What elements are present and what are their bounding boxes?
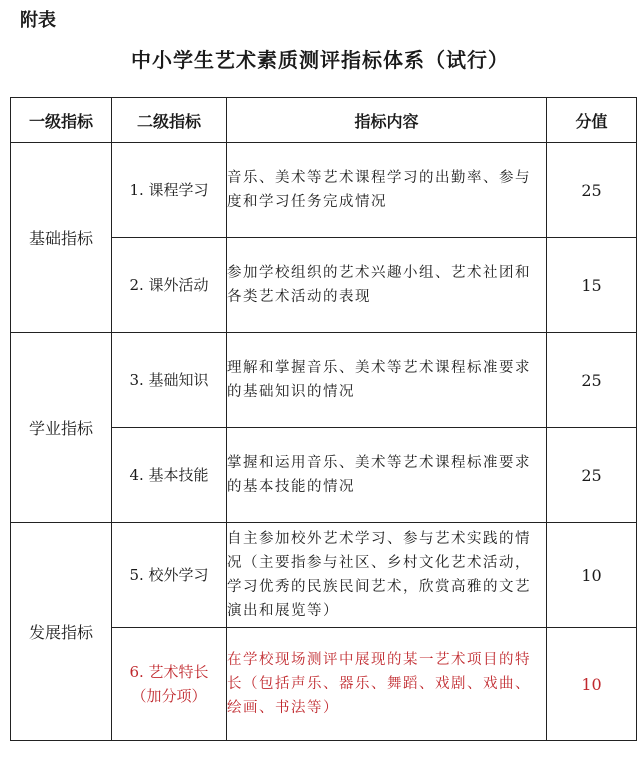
level2-cell-bonus	[112, 628, 227, 741]
level2-cell: 1. 课程学习	[112, 143, 227, 238]
header-level1: 一级指标	[11, 98, 112, 143]
level1-academic: 学业指标	[11, 333, 112, 523]
level1-basic: 基础指标	[11, 143, 112, 333]
appendix-label: 附表	[20, 10, 56, 31]
level1-development: 发展指标	[11, 523, 112, 741]
header-score: 分值	[547, 98, 637, 143]
table-row	[11, 143, 637, 238]
content-cell: 音乐、美术等艺术课程学习的出勤率、参与度和学习任务完成情况	[227, 143, 547, 238]
level2-bonus-name: 6. 艺术特长	[129, 663, 209, 681]
level2-cell: 5. 校外学习	[112, 523, 227, 628]
content-cell: 参加学校组织的艺术兴趣小组、艺术社团和各类艺术活动的表现	[227, 238, 547, 333]
score-cell: 10	[547, 523, 637, 628]
score-cell: 25	[547, 333, 637, 428]
score-cell-bonus: 10	[547, 628, 637, 741]
table-header-row	[11, 98, 637, 143]
level2-cell: 2. 课外活动	[112, 238, 227, 333]
content-cell: 理解和掌握音乐、美术等艺术课程标准要求的基础知识的情况	[227, 333, 547, 428]
level2-cell: 4. 基本技能	[112, 428, 227, 523]
content-cell: 自主参加校外艺术学习、参与艺术实践的情况（主要指参与社区、乡村文化艺术活动，学习优秀的民族民间艺术，欣赏高雅的文艺演出和展览等）	[227, 523, 547, 628]
content-cell-bonus: 在学校现场测评中展现的某一艺术项目的特长（包括声乐、器乐、舞蹈、戏剧、戏曲、绘画、书法等）	[227, 628, 547, 741]
score-cell: 25	[547, 428, 637, 523]
table-row	[11, 523, 637, 628]
score-cell: 25	[547, 143, 637, 238]
content-cell: 掌握和运用音乐、美术等艺术课程标准要求的基本技能的情况	[227, 428, 547, 523]
header-level2: 二级指标	[112, 98, 227, 143]
level2-bonus-note: （加分项）	[131, 687, 207, 705]
header-content: 指标内容	[227, 98, 547, 143]
score-cell: 15	[547, 238, 637, 333]
standards-table	[10, 97, 637, 741]
page-title: 中小学生艺术素质测评指标体系（试行）	[131, 48, 509, 72]
level2-cell: 3. 基础知识	[112, 333, 227, 428]
table-row	[11, 333, 637, 428]
